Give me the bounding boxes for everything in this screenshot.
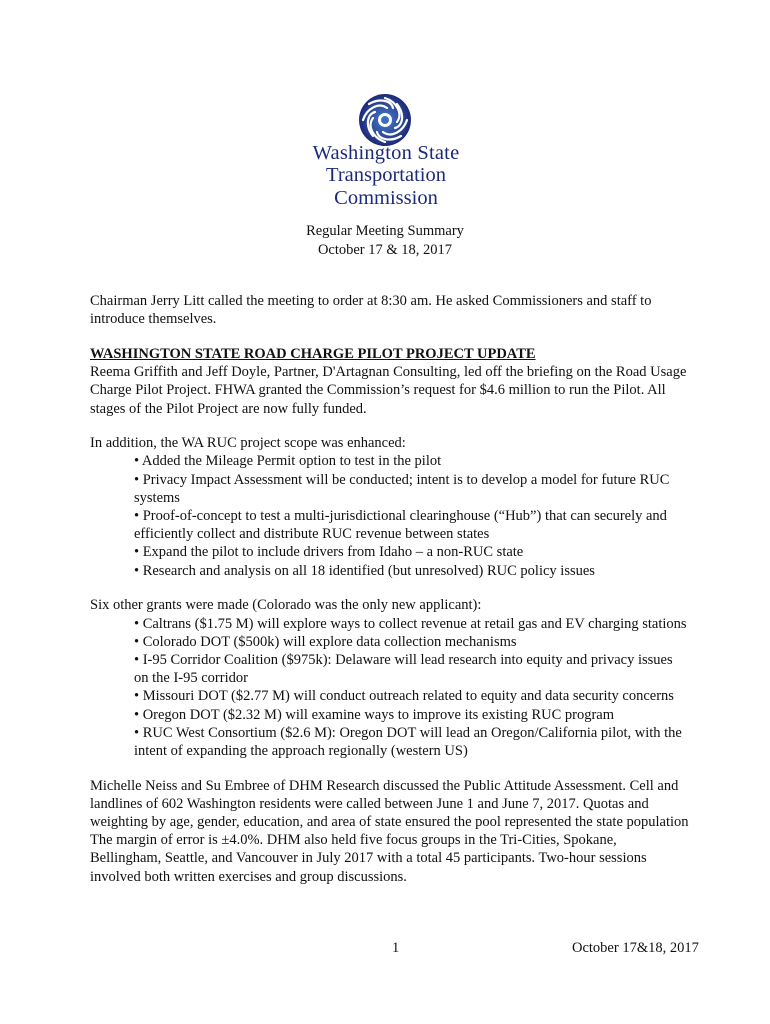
list-item: • Missouri DOT ($2.77 M) will conduct outreach related to equity and data security concerns (134, 688, 674, 705)
logo-line-1: Washington State (312, 142, 460, 164)
section-road-charge (90, 345, 690, 418)
document-title: Regular Meeting Summary (306, 223, 464, 239)
section-heading: WASHINGTON STATE ROAD CHARGE PILOT PROJECT UPDATE (90, 345, 536, 362)
grants-list (90, 615, 690, 761)
section-paragraph: Reema Griffith and Jeff Doyle, Partner, D'Artagnan Consulting, led off the briefing on the Road Usage Charge Pilot Project. FHWA granted the Commission’s request for $4.6 million to run the Pilot. All stages of the Pilot Project are now fully funded. (90, 364, 687, 417)
scope-list (90, 452, 690, 579)
list-item: • Colorado DOT ($500k) will explore data collection mechanisms (134, 633, 517, 650)
list-item: • RUC West Consortium ($2.6 M): Oregon DOT will lead an Oregon/California pilot, with the intent of expanding the approach regionally (western US) (134, 724, 682, 759)
list-item: • Proof-of-concept to test a multi-jurisdictional clearinghouse (“Hub”) that can securely and efficiently collect and distribute RUC revenue between states (134, 508, 667, 543)
list-item: • Added the Mileage Permit option to test in the pilot (134, 453, 442, 470)
list-item: • Oregon DOT ($2.32 M) will examine ways to improve its existing RUC program (134, 706, 615, 723)
footer-date: October 17&18, 2017 (572, 940, 699, 956)
intro-paragraph: Chairman Jerry Litt called the meeting to order at 8:30 am. He asked Commissioners and staff to introduce themselves. (90, 293, 652, 328)
page-number: 1 (392, 940, 400, 956)
list-item: • Caltrans ($1.75 M) will explore ways to collect revenue at retail gas and EV charging stations (134, 615, 687, 632)
commission-logo (272, 92, 500, 209)
swirl-logo-icon (357, 92, 413, 148)
document-date: October 17 & 18, 2017 (317, 242, 453, 258)
scope-intro: In addition, the WA RUC project scope was enhanced: (90, 435, 406, 452)
research-paragraph: Michelle Neiss and Su Embree of DHM Research discussed the Public Attitude Assessment. Cell and landlines of 602 Washington residents were called between June 1 and June 7, 2017. Quotas and weighting by age, gender, education, and area of state ensured the pool represented the state population The margin of error is ±4.0%. DHM also held five focus groups in the Tri-Cities, Spokane, Bellingham, Seattle, and Vancouver in July 2017 with a total 45 participants. Two-hour sessions involved both written exercises and group discussions. (90, 777, 689, 885)
list-item: • Research and analysis on all 18 identified (but unresolved) RUC policy issues (134, 562, 595, 579)
list-item: • Privacy Impact Assessment will be conducted; intent is to develop a model for future RUC systems (134, 471, 670, 506)
document-header (0, 222, 770, 260)
document-body (90, 292, 690, 902)
list-item: • Expand the pilot to include drivers from Idaho – a non-RUC state (134, 544, 524, 561)
grants-intro: Six other grants were made (Colorado was the only new applicant): (90, 597, 482, 614)
logo-line-2: Transportation Commission (326, 164, 446, 209)
list-item: • I-95 Corridor Coalition ($975k): Delaware will lead research into equity and privacy issues on the I-95 corridor (134, 651, 673, 687)
